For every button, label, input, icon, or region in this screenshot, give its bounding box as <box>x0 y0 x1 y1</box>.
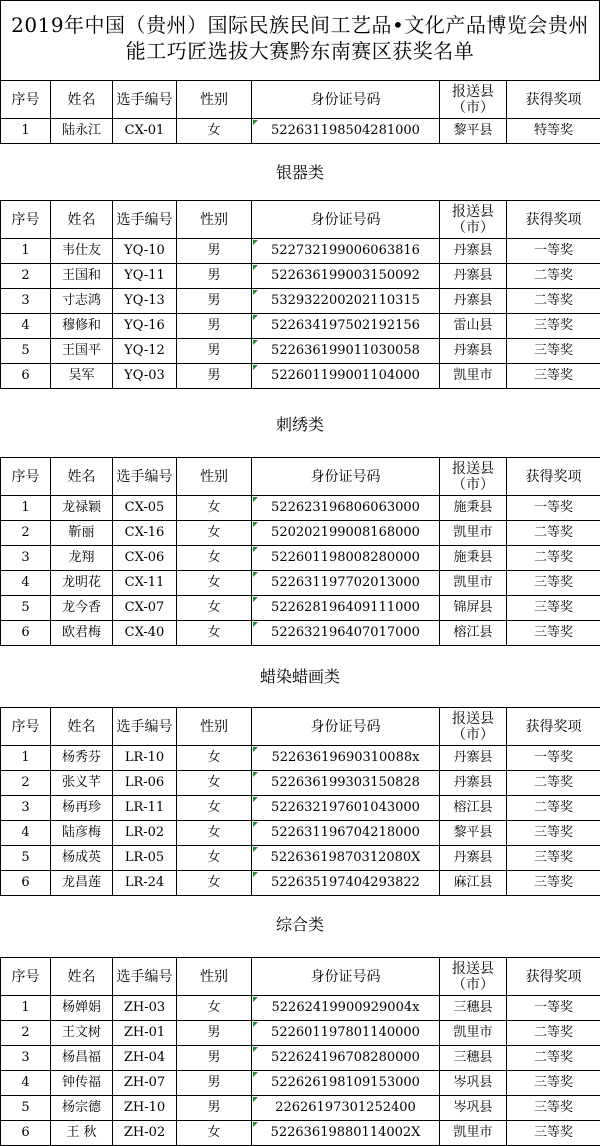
table-row <box>1 1121 600 1146</box>
gender-cell: 女 <box>177 571 252 596</box>
id-number-cell: 522732199006063816 <box>252 239 440 264</box>
table-row <box>1 364 600 389</box>
seq-cell: 2 <box>1 264 51 289</box>
county-cell: 丹寨县 <box>440 771 507 796</box>
gender-cell: 男 <box>177 1071 252 1096</box>
gender-cell: 男 <box>177 339 252 364</box>
header-award: 获得奖项 <box>507 81 600 119</box>
table-row <box>1 846 600 871</box>
title-line-2: 能工巧匠选拔大赛黔东南赛区获奖名单 <box>1 38 599 64</box>
seq-cell: 3 <box>1 796 51 821</box>
name-cell: 龙翔 <box>51 546 113 571</box>
award-cell: 特等奖 <box>507 119 600 144</box>
award-cell: 二等奖 <box>507 796 600 821</box>
gender-cell: 男 <box>177 289 252 314</box>
seq-cell: 4 <box>1 314 51 339</box>
name-cell: 龙昌莲 <box>51 871 113 896</box>
gender-cell: 男 <box>177 364 252 389</box>
gender-cell: 女 <box>177 546 252 571</box>
id-number-cell: 52263619870312080X <box>252 846 440 871</box>
contestant-code-cell: CX-01 <box>113 119 177 144</box>
contestant-code-cell: LR-06 <box>113 771 177 796</box>
header-county-line-2: （市） <box>440 727 506 743</box>
id-number-cell: 522626198109153000 <box>252 1071 440 1096</box>
name-cell: 王 秋 <box>51 1121 113 1146</box>
header-gender: 性别 <box>177 958 252 996</box>
seq-cell: 2 <box>1 771 51 796</box>
header-county-line-1: 报送县 <box>440 84 506 100</box>
name-cell: 杨宗德 <box>51 1096 113 1121</box>
gender-cell: 女 <box>177 996 252 1021</box>
county-cell: 岑巩县 <box>440 1096 507 1121</box>
gender-cell: 女 <box>177 746 252 771</box>
id-number-cell: 522634197502192156 <box>252 314 440 339</box>
title-line-1: 2019年中国（贵州）国际民族民间工艺品•文化产品博览会贵州 <box>1 12 599 38</box>
header-county-line-2: （市） <box>440 220 506 236</box>
table-row <box>1 521 600 546</box>
table-row <box>1 596 600 621</box>
seq-cell: 3 <box>1 546 51 571</box>
table-row <box>1 771 600 796</box>
header-county <box>440 708 507 746</box>
name-cell: 王国平 <box>51 339 113 364</box>
id-number-cell: 520202199008168000 <box>252 521 440 546</box>
seq-cell: 5 <box>1 846 51 871</box>
table-header-row <box>1 81 600 119</box>
seq-cell: 4 <box>1 821 51 846</box>
awards-table-batik <box>0 707 600 896</box>
table-row <box>1 1096 600 1121</box>
id-number-cell: 522632197601043000 <box>252 796 440 821</box>
id-number-cell: 522636199011030058 <box>252 339 440 364</box>
header-name: 姓名 <box>51 458 113 496</box>
id-number-cell: 522636199003150092 <box>252 264 440 289</box>
gender-cell: 男 <box>177 1046 252 1071</box>
award-cell: 三等奖 <box>507 1096 600 1121</box>
header-seq: 序号 <box>1 708 51 746</box>
id-number-cell: 22626197301252400 <box>252 1096 440 1121</box>
table-row <box>1 996 600 1021</box>
header-county-line-2: （市） <box>440 977 506 993</box>
award-cell: 三等奖 <box>507 871 600 896</box>
contestant-code-cell: YQ-12 <box>113 339 177 364</box>
county-cell: 榕江县 <box>440 621 507 646</box>
name-cell: 杨昌福 <box>51 1046 113 1071</box>
header-award: 获得奖项 <box>507 458 600 496</box>
header-gender: 性别 <box>177 81 252 119</box>
seq-cell: 4 <box>1 571 51 596</box>
seq-cell: 1 <box>1 239 51 264</box>
id-number-cell: 522601198008280000 <box>252 546 440 571</box>
id-number-cell: 522623196806063000 <box>252 496 440 521</box>
contestant-code-cell: ZH-03 <box>113 996 177 1021</box>
award-cell: 三等奖 <box>507 1121 600 1146</box>
header-name: 姓名 <box>51 81 113 119</box>
contestant-code-cell: YQ-10 <box>113 239 177 264</box>
header-seq: 序号 <box>1 458 51 496</box>
awards-table-comprehensive <box>0 957 600 1146</box>
id-number-cell: 522631196704218000 <box>252 821 440 846</box>
award-cell: 二等奖 <box>507 289 600 314</box>
contestant-code-cell: LR-11 <box>113 796 177 821</box>
gender-cell: 女 <box>177 771 252 796</box>
document-title <box>0 0 600 81</box>
table-row <box>1 289 600 314</box>
header-id-number: 身份证号码 <box>252 708 440 746</box>
gender-cell: 女 <box>177 821 252 846</box>
county-cell: 丹寨县 <box>440 239 507 264</box>
id-number-cell: 532932200202110315 <box>252 289 440 314</box>
table-row <box>1 796 600 821</box>
header-gender: 性别 <box>177 458 252 496</box>
table-row <box>1 746 600 771</box>
contestant-code-cell: LR-10 <box>113 746 177 771</box>
id-number-cell: 52262419900929004x <box>252 996 440 1021</box>
award-cell: 三等奖 <box>507 846 600 871</box>
header-seq: 序号 <box>1 958 51 996</box>
header-county-line-2: （市） <box>440 477 506 493</box>
id-number-cell: 522628196409111000 <box>252 596 440 621</box>
county-cell: 黎平县 <box>440 821 507 846</box>
county-cell: 黎平县 <box>440 119 507 144</box>
seq-cell: 1 <box>1 119 51 144</box>
gender-cell: 女 <box>177 1121 252 1146</box>
table-row <box>1 1071 600 1096</box>
seq-cell: 1 <box>1 996 51 1021</box>
gender-cell: 男 <box>177 1021 252 1046</box>
name-cell: 陆彦梅 <box>51 821 113 846</box>
section-title-silverware: 银器类 <box>0 158 600 188</box>
seq-cell: 6 <box>1 1121 51 1146</box>
table-row <box>1 264 600 289</box>
header-county <box>440 958 507 996</box>
header-seq: 序号 <box>1 201 51 239</box>
header-county <box>440 201 507 239</box>
contestant-code-cell: ZH-10 <box>113 1096 177 1121</box>
id-number-cell: 522601199001104000 <box>252 364 440 389</box>
id-number-cell: 52263619690310088x <box>252 746 440 771</box>
name-cell: 杨成英 <box>51 846 113 871</box>
contestant-code-cell: CX-16 <box>113 521 177 546</box>
county-cell: 麻江县 <box>440 871 507 896</box>
contestant-code-cell: ZH-07 <box>113 1071 177 1096</box>
name-cell: 杨秀芬 <box>51 746 113 771</box>
award-cell: 一等奖 <box>507 746 600 771</box>
name-cell: 王国和 <box>51 264 113 289</box>
header-id-number: 身份证号码 <box>252 201 440 239</box>
gender-cell: 女 <box>177 621 252 646</box>
gender-cell: 女 <box>177 871 252 896</box>
name-cell: 寸志鸿 <box>51 289 113 314</box>
county-cell: 三穗县 <box>440 996 507 1021</box>
header-gender: 性别 <box>177 708 252 746</box>
award-cell: 二等奖 <box>507 1046 600 1071</box>
id-number-cell: 522635197404293822 <box>252 871 440 896</box>
contestant-code-cell: YQ-16 <box>113 314 177 339</box>
name-cell: 穆修和 <box>51 314 113 339</box>
contestant-code-cell: ZH-01 <box>113 1021 177 1046</box>
section-title-embroidery: 刺绣类 <box>0 410 600 440</box>
seq-cell: 6 <box>1 364 51 389</box>
seq-cell: 3 <box>1 1046 51 1071</box>
name-cell: 王文树 <box>51 1021 113 1046</box>
table-row <box>1 621 600 646</box>
county-cell: 榕江县 <box>440 796 507 821</box>
award-cell: 一等奖 <box>507 996 600 1021</box>
gender-cell: 男 <box>177 1096 252 1121</box>
award-cell: 一等奖 <box>507 239 600 264</box>
table-row <box>1 821 600 846</box>
header-code: 选手编号 <box>113 458 177 496</box>
awards-table-special <box>0 80 600 144</box>
contestant-code-cell: LR-05 <box>113 846 177 871</box>
seq-cell: 5 <box>1 339 51 364</box>
award-cell: 二等奖 <box>507 521 600 546</box>
header-county-line-1: 报送县 <box>440 204 506 220</box>
header-name: 姓名 <box>51 958 113 996</box>
contestant-code-cell: CX-40 <box>113 621 177 646</box>
header-name: 姓名 <box>51 708 113 746</box>
name-cell: 杨再珍 <box>51 796 113 821</box>
county-cell: 凯里市 <box>440 1021 507 1046</box>
seq-cell: 1 <box>1 496 51 521</box>
seq-cell: 4 <box>1 1071 51 1096</box>
header-id-number: 身份证号码 <box>252 958 440 996</box>
name-cell: 张义芊 <box>51 771 113 796</box>
award-cell: 二等奖 <box>507 546 600 571</box>
award-cell: 三等奖 <box>507 596 600 621</box>
contestant-code-cell: CX-05 <box>113 496 177 521</box>
awards-table-silverware <box>0 200 600 389</box>
contestant-code-cell: YQ-11 <box>113 264 177 289</box>
county-cell: 丹寨县 <box>440 846 507 871</box>
header-id-number: 身份证号码 <box>252 458 440 496</box>
gender-cell: 女 <box>177 119 252 144</box>
id-number-cell: 52263619880114002X <box>252 1121 440 1146</box>
table-row <box>1 1021 600 1046</box>
table-header-row <box>1 958 600 996</box>
name-cell: 靳丽 <box>51 521 113 546</box>
award-cell: 一等奖 <box>507 496 600 521</box>
header-award: 获得奖项 <box>507 958 600 996</box>
contestant-code-cell: CX-06 <box>113 546 177 571</box>
county-cell: 三穗县 <box>440 1046 507 1071</box>
award-cell: 三等奖 <box>507 339 600 364</box>
gender-cell: 男 <box>177 314 252 339</box>
award-cell: 三等奖 <box>507 364 600 389</box>
seq-cell: 6 <box>1 871 51 896</box>
table-row <box>1 496 600 521</box>
county-cell: 凯里市 <box>440 571 507 596</box>
name-cell: 钟传福 <box>51 1071 113 1096</box>
header-county-line-1: 报送县 <box>440 961 506 977</box>
table-header-row <box>1 458 600 496</box>
award-cell: 三等奖 <box>507 571 600 596</box>
name-cell: 龙明花 <box>51 571 113 596</box>
county-cell: 凯里市 <box>440 521 507 546</box>
gender-cell: 女 <box>177 596 252 621</box>
gender-cell: 女 <box>177 521 252 546</box>
gender-cell: 女 <box>177 846 252 871</box>
table-header-row <box>1 708 600 746</box>
table-row <box>1 314 600 339</box>
name-cell: 龙今香 <box>51 596 113 621</box>
award-cell: 二等奖 <box>507 264 600 289</box>
seq-cell: 5 <box>1 596 51 621</box>
contestant-code-cell: CX-07 <box>113 596 177 621</box>
header-county-line-1: 报送县 <box>440 711 506 727</box>
id-number-cell: 522624196708280000 <box>252 1046 440 1071</box>
name-cell: 欧君梅 <box>51 621 113 646</box>
contestant-code-cell: ZH-04 <box>113 1046 177 1071</box>
seq-cell: 2 <box>1 521 51 546</box>
id-number-cell: 522631197702013000 <box>252 571 440 596</box>
header-seq: 序号 <box>1 81 51 119</box>
id-number-cell: 522631198504281000 <box>252 119 440 144</box>
table-row <box>1 339 600 364</box>
name-cell: 杨婵娟 <box>51 996 113 1021</box>
name-cell: 龙禄颖 <box>51 496 113 521</box>
awards-table-embroidery <box>0 457 600 646</box>
seq-cell: 1 <box>1 746 51 771</box>
header-award: 获得奖项 <box>507 201 600 239</box>
contestant-code-cell: ZH-02 <box>113 1121 177 1146</box>
gender-cell: 女 <box>177 796 252 821</box>
award-cell: 三等奖 <box>507 621 600 646</box>
table-row <box>1 239 600 264</box>
contestant-code-cell: LR-02 <box>113 821 177 846</box>
table-header-row <box>1 201 600 239</box>
header-id-number: 身份证号码 <box>252 81 440 119</box>
name-cell: 韦仕友 <box>51 239 113 264</box>
table-row <box>1 119 600 144</box>
county-cell: 丹寨县 <box>440 339 507 364</box>
gender-cell: 女 <box>177 496 252 521</box>
seq-cell: 3 <box>1 289 51 314</box>
award-cell: 二等奖 <box>507 1021 600 1046</box>
county-cell: 凯里市 <box>440 1121 507 1146</box>
seq-cell: 2 <box>1 1021 51 1046</box>
county-cell: 岑巩县 <box>440 1071 507 1096</box>
table-row <box>1 571 600 596</box>
county-cell: 雷山县 <box>440 314 507 339</box>
header-code: 选手编号 <box>113 708 177 746</box>
id-number-cell: 522632196407017000 <box>252 621 440 646</box>
header-county-line-1: 报送县 <box>440 461 506 477</box>
header-code: 选手编号 <box>113 81 177 119</box>
header-gender: 性别 <box>177 201 252 239</box>
gender-cell: 男 <box>177 239 252 264</box>
id-number-cell: 522636199303150828 <box>252 771 440 796</box>
contestant-code-cell: CX-11 <box>113 571 177 596</box>
table-row <box>1 1046 600 1071</box>
award-cell: 三等奖 <box>507 1071 600 1096</box>
name-cell: 陆永江 <box>51 119 113 144</box>
seq-cell: 5 <box>1 1096 51 1121</box>
table-row <box>1 546 600 571</box>
contestant-code-cell: YQ-13 <box>113 289 177 314</box>
award-cell: 二等奖 <box>507 771 600 796</box>
county-cell: 丹寨县 <box>440 264 507 289</box>
county-cell: 施秉县 <box>440 496 507 521</box>
county-cell: 锦屏县 <box>440 596 507 621</box>
name-cell: 吴军 <box>51 364 113 389</box>
section-title-batik: 蜡染蜡画类 <box>0 662 600 692</box>
county-cell: 丹寨县 <box>440 289 507 314</box>
header-award: 获得奖项 <box>507 708 600 746</box>
id-number-cell: 522601197801140000 <box>252 1021 440 1046</box>
header-county <box>440 81 507 119</box>
header-county <box>440 458 507 496</box>
contestant-code-cell: YQ-03 <box>113 364 177 389</box>
contestant-code-cell: LR-24 <box>113 871 177 896</box>
seq-cell: 6 <box>1 621 51 646</box>
section-title-comprehensive: 综合类 <box>0 910 600 940</box>
table-row <box>1 871 600 896</box>
header-code: 选手编号 <box>113 958 177 996</box>
award-cell: 三等奖 <box>507 314 600 339</box>
header-code: 选手编号 <box>113 201 177 239</box>
county-cell: 丹寨县 <box>440 746 507 771</box>
county-cell: 施秉县 <box>440 546 507 571</box>
header-name: 姓名 <box>51 201 113 239</box>
header-county-line-2: （市） <box>440 100 506 116</box>
award-cell: 三等奖 <box>507 821 600 846</box>
county-cell: 凯里市 <box>440 364 507 389</box>
gender-cell: 男 <box>177 264 252 289</box>
